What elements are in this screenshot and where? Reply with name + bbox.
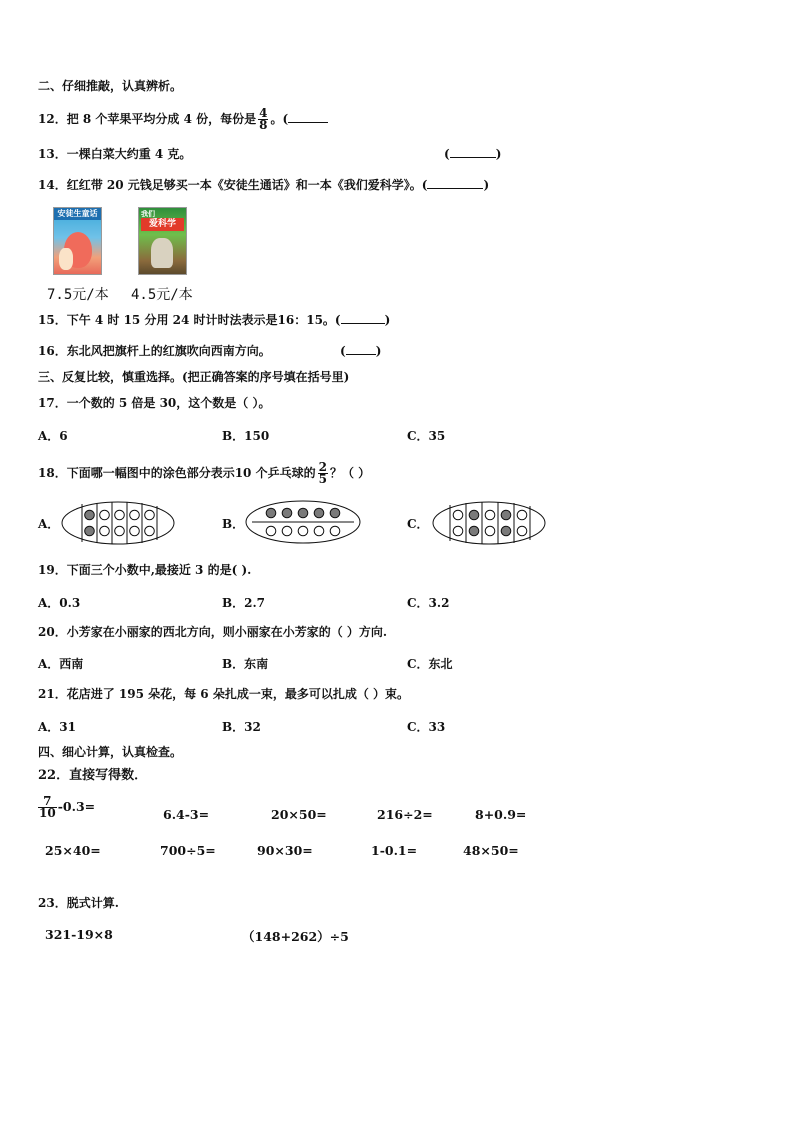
q21-option-b[interactable]: B．32 bbox=[222, 720, 261, 734]
shaded-ball bbox=[85, 510, 95, 520]
shaded-ball bbox=[266, 508, 276, 518]
question-16: 16．东北风把旗杆上的红旗吹向西南方向。 bbox=[38, 344, 271, 358]
ball bbox=[145, 510, 155, 520]
answer-blank[interactable] bbox=[346, 343, 376, 355]
ball bbox=[115, 510, 125, 520]
question-12: 12．把 8 个苹果平均分成 4 份，每份是 $\frac{4}{8}$ 。( bbox=[38, 108, 328, 131]
price-book-2: 4.5元/本 bbox=[131, 287, 193, 303]
calc-item[interactable]: 20×50= bbox=[271, 807, 327, 822]
calc-item[interactable]: 48×50= bbox=[463, 843, 519, 858]
q20-option-c[interactable]: C．东北 bbox=[407, 657, 453, 671]
ball bbox=[100, 526, 110, 536]
step-calc-item[interactable]: （148+262）÷5 bbox=[242, 929, 349, 944]
q21-option-c[interactable]: C．33 bbox=[407, 720, 446, 734]
calc-fraction-minus[interactable]: $\frac{7}{10}$ -0.3= bbox=[39, 794, 96, 820]
calc-item[interactable]: 90×30= bbox=[257, 843, 313, 858]
q17-option-b[interactable]: B．150 bbox=[222, 429, 270, 443]
question-15: 15．下午 4 时 15 分用 24 时计时法表示是16：15。( ) bbox=[38, 313, 391, 327]
q19-option-b[interactable]: B．2.7 bbox=[222, 596, 266, 610]
q19-option-c[interactable]: C．3.2 bbox=[407, 596, 450, 610]
q20-option-b[interactable]: B．东南 bbox=[222, 657, 269, 671]
calc-item[interactable]: 216÷2= bbox=[377, 807, 433, 822]
question-13-answer: ( ) bbox=[444, 147, 502, 161]
q18-figure-c[interactable] bbox=[431, 500, 547, 546]
step-calc-item[interactable]: 321-19×8 bbox=[45, 927, 113, 942]
q18-figure-b[interactable] bbox=[244, 499, 362, 545]
question-20: 20．小芳家在小丽家的西北方向，则小丽家在小芳家的（ ）方向. bbox=[38, 625, 388, 639]
shaded-ball bbox=[298, 508, 308, 518]
answer-blank[interactable] bbox=[427, 177, 483, 189]
q19-option-a[interactable]: A．0.3 bbox=[38, 596, 81, 610]
q18-figure-a[interactable] bbox=[60, 500, 176, 546]
figure-illustration bbox=[59, 248, 73, 270]
ball bbox=[145, 526, 155, 536]
ball bbox=[314, 526, 324, 536]
calc-item[interactable]: 25×40= bbox=[45, 843, 101, 858]
ball bbox=[453, 510, 463, 520]
question-19: 19．下面三个小数中,最接近 3 的是( ). bbox=[38, 563, 252, 577]
ball bbox=[130, 510, 140, 520]
ball bbox=[298, 526, 308, 536]
q21-option-a[interactable]: A．31 bbox=[38, 720, 77, 734]
section-4-heading: 四、细心计算，认真检查。 bbox=[38, 745, 183, 759]
ball bbox=[266, 526, 276, 536]
answer-blank[interactable] bbox=[341, 312, 385, 324]
shaded-ball bbox=[501, 526, 511, 536]
ball bbox=[115, 526, 125, 536]
q17-option-c[interactable]: C．35 bbox=[407, 429, 446, 443]
fraction-seven-tenths: $\frac{7}{10}$ bbox=[39, 794, 56, 820]
ball bbox=[517, 510, 527, 520]
q18-option-a-label[interactable]: A． bbox=[38, 517, 60, 531]
q18-option-c-label[interactable]: C． bbox=[407, 517, 429, 531]
q17-option-a[interactable]: A．6 bbox=[38, 429, 68, 443]
question-18: 18．下面哪一幅图中的涂色部分表示10 个乒乓球的 $\frac{2}{5}$ ？（ ） bbox=[38, 460, 371, 486]
fraction-two-fifths: $\frac{2}{5}$ bbox=[318, 460, 327, 486]
shaded-ball bbox=[282, 508, 292, 518]
section-3-heading: 三、反复比较，慎重选择。(把正确答案的序号填在括号里) bbox=[38, 370, 350, 384]
ball bbox=[485, 526, 495, 536]
answer-blank[interactable] bbox=[450, 146, 496, 158]
section-2-heading: 二、仔细推敲，认真辨析。 bbox=[38, 79, 183, 93]
question-21: 21．花店进了 195 朵花，每 6 朵扎成一束，最多可以扎成（ ）束。 bbox=[38, 687, 409, 701]
question-13: 13．一棵白菜大约重 4 克。 bbox=[38, 147, 192, 161]
ball bbox=[100, 510, 110, 520]
fraction-four-eighths: $\frac{4}{8}$ bbox=[259, 106, 268, 132]
ball bbox=[130, 526, 140, 536]
q20-option-a[interactable]: A．西南 bbox=[38, 657, 84, 671]
shaded-ball bbox=[469, 510, 479, 520]
calc-item[interactable]: 6.4-3= bbox=[163, 807, 210, 822]
ball bbox=[330, 526, 340, 536]
shaded-ball bbox=[469, 526, 479, 536]
animal-illustration bbox=[151, 238, 173, 268]
answer-blank[interactable] bbox=[288, 111, 328, 123]
calc-item[interactable]: 700÷5= bbox=[160, 843, 216, 858]
question-14: 14．红红带 20 元钱足够买一本《安徒生通话》和一本《我们爱科学》。( ) bbox=[38, 178, 490, 192]
shaded-ball bbox=[501, 510, 511, 520]
ball bbox=[282, 526, 292, 536]
q18-option-b-label[interactable]: B． bbox=[222, 517, 245, 531]
question-22-title: 22．直接写得数． bbox=[38, 768, 148, 783]
question-23-title: 23．脱式计算. bbox=[38, 896, 119, 910]
shaded-ball bbox=[330, 508, 340, 518]
book-science-cover: 我们 爱科学 bbox=[138, 207, 187, 275]
question-16-answer: ( ) bbox=[340, 344, 382, 358]
ball bbox=[517, 526, 527, 536]
calc-item[interactable]: 1-0.1= bbox=[371, 843, 418, 858]
calc-item[interactable]: 8+0.9= bbox=[475, 807, 527, 822]
book-andersen-cover: 安徒生童话 bbox=[53, 207, 102, 275]
price-book-1: 7.5元/本 bbox=[47, 287, 109, 303]
ball bbox=[453, 526, 463, 536]
question-17: 17．一个数的 5 倍是 30，这个数是（ ）。 bbox=[38, 396, 271, 410]
shaded-ball bbox=[314, 508, 324, 518]
shaded-ball bbox=[85, 526, 95, 536]
ball bbox=[485, 510, 495, 520]
